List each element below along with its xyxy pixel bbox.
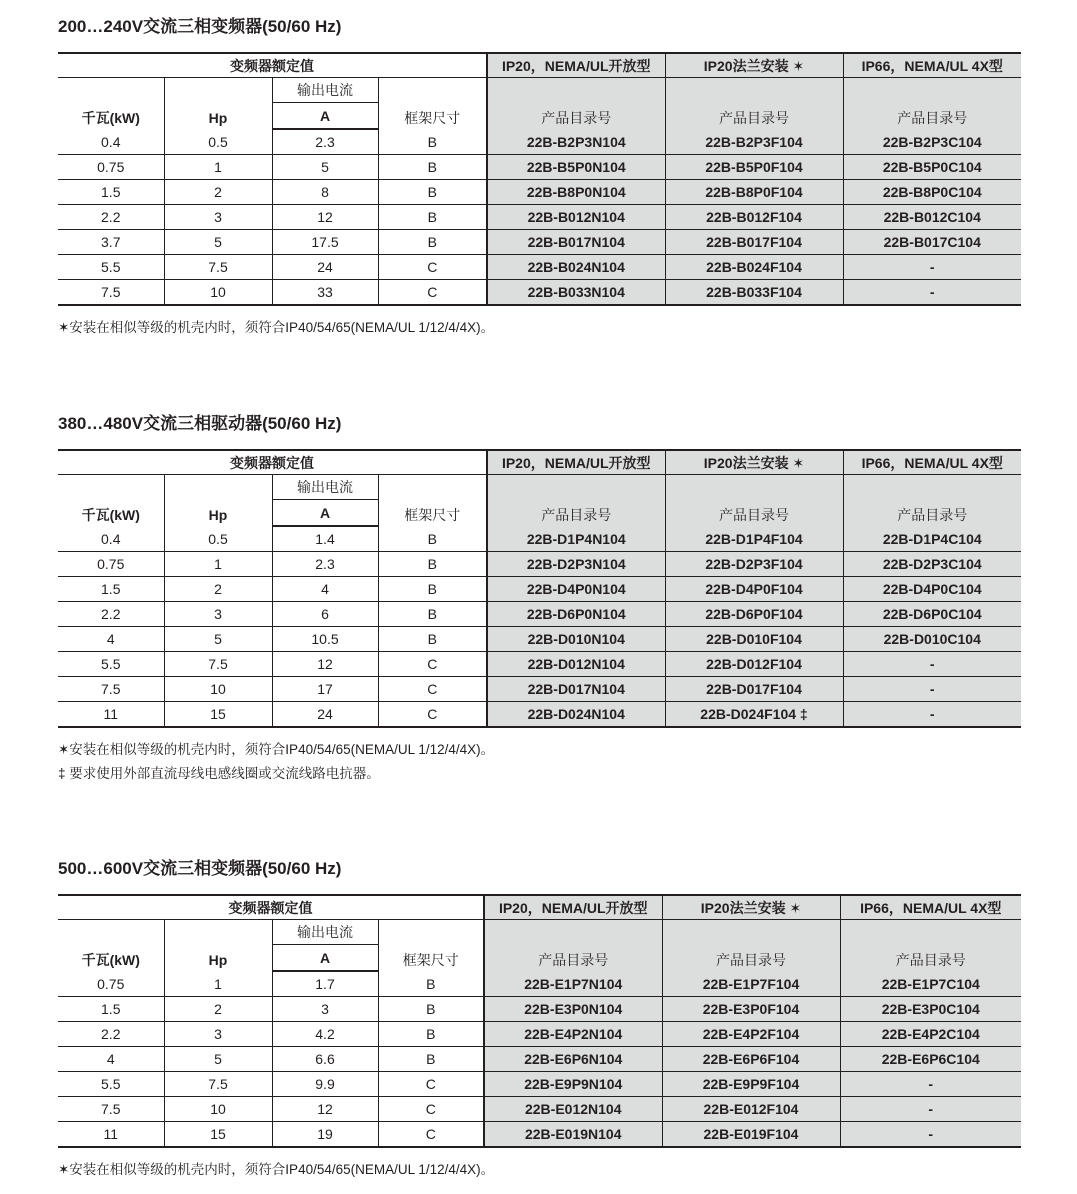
open-catalog-cell: 22B-B5P0N104 [487,155,665,180]
frame-cell: B [378,552,487,577]
flange-catalog-cell: 22B-D024F104 ‡ [665,702,843,728]
amps-cell: 6.6 [272,1047,378,1072]
amps-cell: 12 [272,205,378,230]
catalog-header: 产品目录号 [484,920,662,972]
kw-cell: 5.5 [58,255,164,280]
catalog-header: 产品目录号 [487,475,665,527]
amps-cell: 24 [272,255,378,280]
open-catalog-cell: 22B-E4P2N104 [484,1022,662,1047]
flange-catalog-cell: 22B-B012F104 [665,205,843,230]
open-catalog-cell: 22B-D012N104 [487,652,665,677]
flange-catalog-cell: 22B-E012F104 [662,1097,840,1122]
hp-cell: 5 [164,627,272,652]
hp-header: Hp [164,920,272,972]
table-row [58,1097,1021,1122]
table-row [58,971,1021,997]
flange-catalog-cell: 22B-B033F104 [665,280,843,306]
amps-cell: 6 [272,602,378,627]
spec-table [58,449,1021,728]
ip66-catalog-cell: 22B-B8P0C104 [843,180,1021,205]
kw-cell: 2.2 [58,1022,164,1047]
hp-cell: 3 [164,205,272,230]
table-row [58,129,1021,155]
open-catalog-cell: 22B-D017N104 [487,677,665,702]
catalog-header: 产品目录号 [843,78,1021,130]
frame-cell: C [378,702,487,728]
flange-catalog-cell: 22B-E6P6F104 [662,1047,840,1072]
frame-cell: B [378,230,487,255]
ip66-catalog-cell: 22B-E3P0C104 [840,997,1021,1022]
kw-header: 千瓦(kW) [81,952,140,968]
table-row [58,230,1021,255]
open-catalog-cell: 22B-D010N104 [487,627,665,652]
open-catalog-cell: 22B-E3P0N104 [484,997,662,1022]
open-type-header: IP20，NEMA/UL开放型 [487,450,665,475]
kw-cell: 4 [58,1047,164,1072]
footnotes [58,316,1021,340]
table-row [58,1072,1021,1097]
frame-cell: B [378,129,487,155]
footnote: ✶安装在相似等级的机壳内时，须符合IP40/54/65(NEMA/UL 1/12/4/4X)。 [58,320,495,335]
footnote: ✶安装在相似等级的机壳内时，须符合IP40/54/65(NEMA/UL 1/12/4/4X)。 [58,742,495,757]
flange-catalog-cell: 22B-E019F104 [662,1122,840,1148]
open-catalog-cell: 22B-B012N104 [487,205,665,230]
footnote: ✶安装在相似等级的机壳内时，须符合IP40/54/65(NEMA/UL 1/12/4/4X)。 [58,1162,495,1177]
table-header-row [58,920,1021,945]
open-catalog-cell: 22B-B8P0N104 [487,180,665,205]
ip66-catalog-cell: 22B-B5P0C104 [843,155,1021,180]
catalog-header: 产品目录号 [662,920,840,972]
hp-cell: 7.5 [164,1072,272,1097]
hp-cell: 5 [164,1047,272,1072]
flange-catalog-cell: 22B-B5P0F104 [665,155,843,180]
output-current-header: 输出电流 [272,920,378,945]
kw-header: 千瓦(kW) [81,110,140,126]
ip66-catalog-cell: - [840,1122,1021,1148]
frame-cell: C [378,1072,484,1097]
open-catalog-cell: 22B-D024N104 [487,702,665,728]
hp-cell: 15 [164,702,272,728]
hp-cell: 2 [164,577,272,602]
open-catalog-cell: 22B-B024N104 [487,255,665,280]
open-catalog-cell: 22B-D4P0N104 [487,577,665,602]
kw-cell: 2.2 [58,602,164,627]
table-row [58,552,1021,577]
footnotes [58,738,1021,786]
hp-cell: 0.5 [164,526,272,552]
kw-cell: 11 [58,1122,164,1148]
table-row [58,1122,1021,1148]
open-type-header: IP20，NEMA/UL开放型 [484,895,662,920]
frame-header: 框架尺寸 [378,475,487,527]
frame-cell: C [378,652,487,677]
frame-cell: B [378,180,487,205]
ip66-catalog-cell: - [843,652,1021,677]
hp-cell: 1 [164,971,272,997]
open-catalog-cell: 22B-E019N104 [484,1122,662,1148]
frame-cell: B [378,602,487,627]
frame-cell: B [378,997,484,1022]
kw-cell: 0.4 [58,129,164,155]
amp-header: A [272,103,378,130]
flange-catalog-cell: 22B-D010F104 [665,627,843,652]
amps-cell: 17.5 [272,230,378,255]
table-row [58,255,1021,280]
hp-header: Hp [164,78,272,130]
catalog-header: 产品目录号 [665,475,843,527]
amps-cell: 10.5 [272,627,378,652]
open-catalog-cell: 22B-D1P4N104 [487,526,665,552]
hp-cell: 3 [164,1022,272,1047]
frame-cell: C [378,1097,484,1122]
amps-cell: 24 [272,702,378,728]
table-row [58,1022,1021,1047]
rating-header: 变频器额定值 [58,53,487,78]
kw-cell: 7.5 [58,280,164,306]
ip66-header: IP66，NEMA/UL 4X型 [843,450,1021,475]
amps-cell: 1.7 [272,971,378,997]
ip66-catalog-cell: 22B-B012C104 [843,205,1021,230]
amps-cell: 2.3 [272,552,378,577]
table-row [58,180,1021,205]
ip66-catalog-cell: 22B-E6P6C104 [840,1047,1021,1072]
ip66-catalog-cell: 22B-E1P7C104 [840,971,1021,997]
flange-catalog-cell: 22B-B2P3F104 [665,129,843,155]
amps-cell: 12 [272,652,378,677]
section-380-480v [58,413,1021,786]
table-body [58,526,1021,727]
amps-cell: 19 [272,1122,378,1148]
kw-cell: 1.5 [58,577,164,602]
table-row [58,526,1021,552]
ip66-catalog-cell: - [843,280,1021,306]
kw-cell: 5.5 [58,652,164,677]
ip66-catalog-cell: 22B-B017C104 [843,230,1021,255]
ip66-catalog-cell: 22B-D6P0C104 [843,602,1021,627]
section-title: 380…480V交流三相驱动器(50/60 Hz) [58,414,342,433]
frame-cell: B [378,627,487,652]
flange-catalog-cell: 22B-D017F104 [665,677,843,702]
table-row [58,702,1021,728]
ip66-catalog-cell: 22B-D4P0C104 [843,577,1021,602]
output-current-header: 输出电流 [272,475,378,500]
output-current-header: 输出电流 [272,78,378,103]
catalog-header: 产品目录号 [487,78,665,130]
kw-cell: 5.5 [58,1072,164,1097]
kw-header: 千瓦(kW) [81,507,140,523]
spec-table [58,894,1021,1148]
ip66-header: IP66，NEMA/UL 4X型 [840,895,1021,920]
kw-cell: 0.75 [58,971,164,997]
amps-cell: 33 [272,280,378,306]
ip66-catalog-cell: 22B-E4P2C104 [840,1022,1021,1047]
section-200-240v [58,16,1021,340]
amps-cell: 9.9 [272,1072,378,1097]
ip66-catalog-cell: - [840,1072,1021,1097]
open-catalog-cell: 22B-D2P3N104 [487,552,665,577]
table-body [58,971,1021,1147]
open-type-header: IP20，NEMA/UL开放型 [487,53,665,78]
open-catalog-cell: 22B-D6P0N104 [487,602,665,627]
frame-cell: B [378,577,487,602]
hp-cell: 15 [164,1122,272,1148]
flange-header: IP20法兰安装 ✶ [665,450,843,475]
section-title: 200…240V交流三相变频器(50/60 Hz) [58,17,342,36]
table-row [58,627,1021,652]
amps-cell: 17 [272,677,378,702]
table-header-row [58,53,1021,78]
table-header-row [58,895,1021,920]
table-header-row [58,475,1021,500]
frame-cell: B [378,1022,484,1047]
kw-cell: 0.75 [58,155,164,180]
frame-cell: B [378,1047,484,1072]
flange-catalog-cell: 22B-D4P0F104 [665,577,843,602]
section-500-600v [58,858,1021,1182]
flange-catalog-cell: 22B-D2P3F104 [665,552,843,577]
frame-cell: C [378,255,487,280]
frame-cell: C [378,1122,484,1148]
frame-cell: B [378,526,487,552]
flange-catalog-cell: 22B-D1P4F104 [665,526,843,552]
spec-table [58,52,1021,306]
ip66-catalog-cell: 22B-D2P3C104 [843,552,1021,577]
flange-header: IP20法兰安装 ✶ [665,53,843,78]
hp-cell: 7.5 [164,652,272,677]
frame-header: 框架尺寸 [378,78,487,130]
kw-cell: 3.7 [58,230,164,255]
table-row [58,577,1021,602]
flange-catalog-cell: 22B-B017F104 [665,230,843,255]
table-row [58,280,1021,306]
footnote: ‡ 要求使用外部直流母线电感线圈或交流线路电抗器。 [58,766,380,781]
open-catalog-cell: 22B-B017N104 [487,230,665,255]
amps-cell: 3 [272,997,378,1022]
open-catalog-cell: 22B-E012N104 [484,1097,662,1122]
flange-catalog-cell: 22B-E1P7F104 [662,971,840,997]
kw-cell: 11 [58,702,164,728]
ip66-catalog-cell: - [840,1097,1021,1122]
open-catalog-cell: 22B-B033N104 [487,280,665,306]
rating-header: 变频器额定值 [58,895,484,920]
table-row [58,155,1021,180]
footnotes [58,1158,1021,1182]
amps-cell: 4.2 [272,1022,378,1047]
frame-cell: B [378,205,487,230]
ip66-catalog-cell: - [843,702,1021,728]
flange-catalog-cell: 22B-E9P9F104 [662,1072,840,1097]
hp-cell: 2 [164,997,272,1022]
kw-cell: 1.5 [58,180,164,205]
amps-cell: 4 [272,577,378,602]
table-row [58,997,1021,1022]
hp-cell: 10 [164,280,272,306]
catalog-header: 产品目录号 [665,78,843,130]
ip66-header: IP66，NEMA/UL 4X型 [843,53,1021,78]
table-row [58,205,1021,230]
table-body [58,129,1021,305]
ip66-catalog-cell: 22B-D010C104 [843,627,1021,652]
catalog-header: 产品目录号 [843,475,1021,527]
kw-cell: 1.5 [58,997,164,1022]
frame-cell: C [378,677,487,702]
kw-cell: 0.75 [58,552,164,577]
table-header-row [58,78,1021,103]
catalog-header: 产品目录号 [840,920,1021,972]
section-title: 500…600V交流三相变频器(50/60 Hz) [58,859,342,878]
open-catalog-cell: 22B-E6P6N104 [484,1047,662,1072]
flange-catalog-cell: 22B-E3P0F104 [662,997,840,1022]
table-row [58,677,1021,702]
amps-cell: 2.3 [272,129,378,155]
hp-cell: 7.5 [164,255,272,280]
table-row [58,602,1021,627]
amps-cell: 5 [272,155,378,180]
amps-cell: 8 [272,180,378,205]
amp-header: A [272,500,378,527]
kw-cell: 4 [58,627,164,652]
flange-catalog-cell: 22B-D012F104 [665,652,843,677]
hp-cell: 0.5 [164,129,272,155]
open-catalog-cell: 22B-E9P9N104 [484,1072,662,1097]
frame-header: 框架尺寸 [378,920,484,972]
amps-cell: 12 [272,1097,378,1122]
hp-cell: 10 [164,1097,272,1122]
frame-cell: C [378,280,487,306]
flange-catalog-cell: 22B-B8P0F104 [665,180,843,205]
hp-cell: 1 [164,155,272,180]
amps-cell: 1.4 [272,526,378,552]
frame-cell: B [378,971,484,997]
kw-cell: 7.5 [58,1097,164,1122]
hp-cell: 3 [164,602,272,627]
table-row [58,1047,1021,1072]
hp-cell: 5 [164,230,272,255]
flange-catalog-cell: 22B-E4P2F104 [662,1022,840,1047]
ip66-catalog-cell: 22B-D1P4C104 [843,526,1021,552]
ip66-catalog-cell: - [843,677,1021,702]
table-header-row [58,450,1021,475]
kw-cell: 7.5 [58,677,164,702]
hp-cell: 1 [164,552,272,577]
kw-cell: 2.2 [58,205,164,230]
rating-header: 变频器额定值 [58,450,487,475]
hp-cell: 10 [164,677,272,702]
ip66-catalog-cell: - [843,255,1021,280]
hp-header: Hp [164,475,272,527]
ip66-catalog-cell: 22B-B2P3C104 [843,129,1021,155]
flange-catalog-cell: 22B-B024F104 [665,255,843,280]
table-row [58,652,1021,677]
flange-catalog-cell: 22B-D6P0F104 [665,602,843,627]
flange-header: IP20法兰安装 ✶ [662,895,840,920]
frame-cell: B [378,155,487,180]
hp-cell: 2 [164,180,272,205]
kw-cell: 0.4 [58,526,164,552]
open-catalog-cell: 22B-B2P3N104 [487,129,665,155]
amp-header: A [272,945,378,972]
open-catalog-cell: 22B-E1P7N104 [484,971,662,997]
